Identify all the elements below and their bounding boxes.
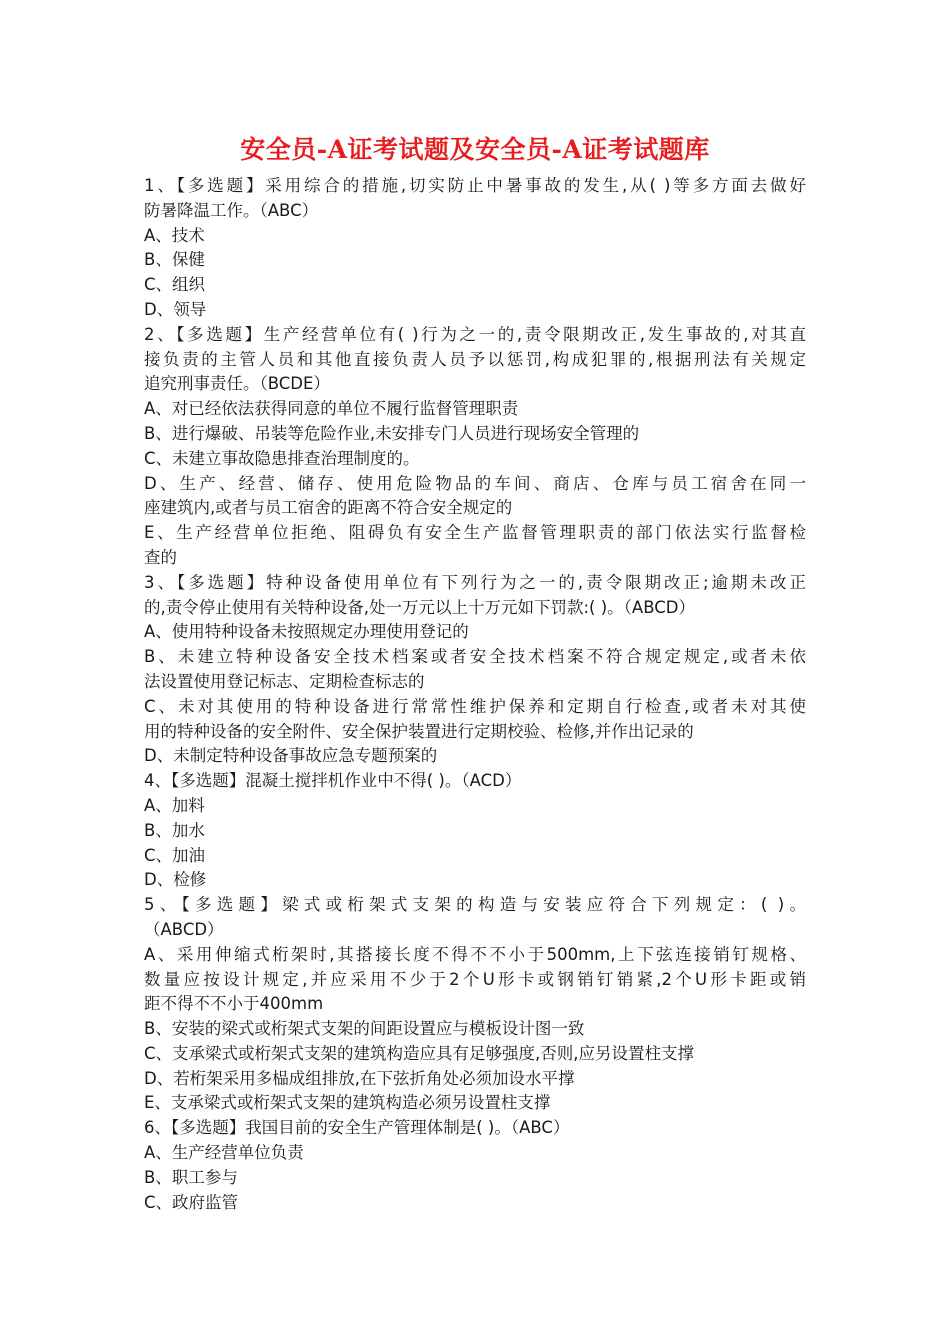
text-line: 追究刑事责任。（BCDE） [144,374,330,394]
text-line: 2、【多选题】生产经营单位有( )行为之一的,责令限期改正,发生事故的,对其直 [144,324,806,344]
text-line: 3、【多选题】特种设备使用单位有下列行为之一的,责令限期改正;逾期未改正 [144,572,806,592]
question-list [144,174,806,1215]
text-line: 1、【多选题】采用综合的措施,切实防止中暑事故的发生,从( )等多方面去做好 [144,176,806,195]
text-line: B、进行爆破、吊装等危险作业,未安排专门人员进行现场安全管理的 [144,423,640,443]
text-line: E、生产经营单位拒绝、阻碍负有安全生产监督管理职责的部门依法实行监督检 [144,523,806,543]
text-line: A、使用特种设备未按照规定办理使用登记的 [144,622,469,642]
text-line: D、检修 [144,870,207,890]
text-line: E、支承梁式或桁架式支架的建筑构造必须另设置柱支撑 [144,1093,551,1113]
text-line: 法设置使用登记标志、定期检查标志的 [144,671,425,691]
text-line: D、若桁架采用多榀成组排放,在下弦折角处必须加设水平撑 [144,1068,575,1088]
text-line: A、采用伸缩式桁架时,其搭接长度不得不不小于500mm,上下弦连接销钉规格、 [144,944,806,964]
document-title: 安全员-A证考试题及安全员-A证考试题库 [240,135,710,164]
text-line: D、生产、经营、储存、使用危险物品的车间、商店、仓库与员工宿舍在同一 [144,473,806,493]
text-line: D、未制定特种设备事故应急专题预案的 [144,746,438,766]
text-line: 4、【多选题】混凝土搅拌机作业中不得( )。（ACD） [144,771,522,791]
text-line: A、对已经依法获得同意的单位不履行监督管理职责 [144,399,519,419]
text-line: D、领导 [144,299,207,319]
text-line: B、职工参与 [144,1167,238,1187]
text-line: 防暑降温工作。（ABC） [144,200,319,220]
text-line: （ABCD） [144,919,224,939]
text-line: 查的 [144,547,177,567]
text-line: 的,责令停止使用有关特种设备,处一万元以上十万元如下罚款:( )。（ABCD） [144,597,695,617]
text-line: C、政府监管 [144,1192,239,1212]
text-line: 数量应按设计规定,并应采用不少于2个U形卡或钢销钉销紧,2个U形卡距或销 [144,969,806,989]
text-line: A、生产经营单位负责 [144,1143,304,1163]
text-line: 6、【多选题】我国目前的安全生产管理体制是( )。（ABC） [144,1118,570,1138]
text-line: B、安装的梁式或桁架式支架的间距设置应与模板设计图一致 [144,1019,585,1039]
text-line: B、未建立特种设备安全技术档案或者安全技术档案不符合规定规定,或者未依 [144,647,806,667]
text-line: 距不得不不小于400mm [144,994,324,1014]
text-line: A、加料 [144,795,205,815]
text-line: C、未建立事故隐患排查治理制度的。 [144,448,420,468]
text-line: B、保健 [144,250,205,270]
text-line: C、加油 [144,845,206,865]
text-line: C、组织 [144,275,206,295]
text-line: C、支承梁式或桁架式支架的建筑构造应具有足够强度,否则,应另设置柱支撑 [144,1043,695,1063]
text-line: B、加水 [144,820,205,840]
text-line: A、技术 [144,225,205,245]
text-line: 用的特种设备的安全附件、安全保护装置进行定期校验、检修,并作出记录的 [144,721,694,741]
text-line: 5、【多选题】梁式或桁架式支架的构造与安装应符合下列规定：( )。 [144,895,806,915]
text-line: C、未对其使用的特种设备进行常常性维护保养和定期自行检查,或者未对其使 [144,696,806,716]
text-line: 接负责的主管人员和其他直接负责人员予以惩罚,构成犯罪的,根据刑法有关规定 [144,349,806,369]
text-line: 座建筑内,或者与员工宿舍的距离不符合安全规定的 [144,498,513,518]
